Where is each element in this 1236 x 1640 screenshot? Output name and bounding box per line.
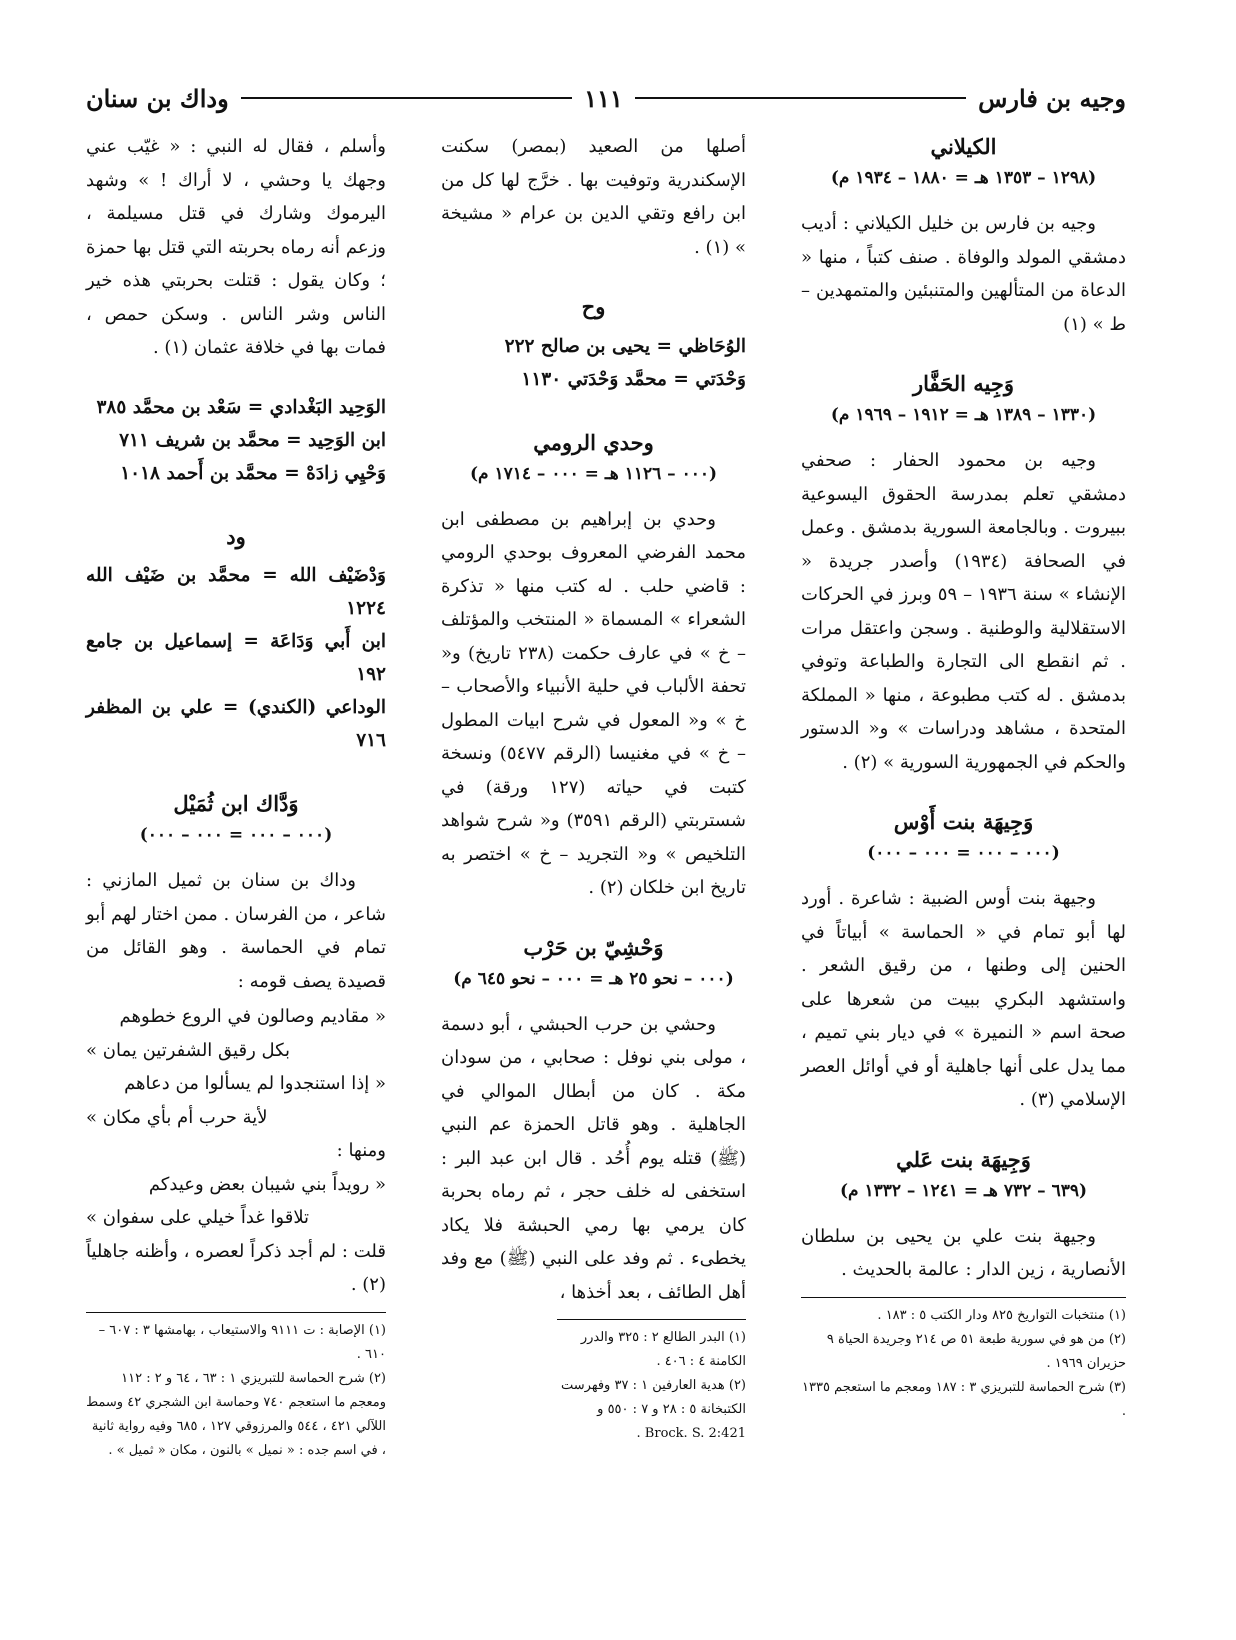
page-number: ١١١ — [584, 83, 623, 113]
verse-line: تلاقوا غداً خيلي على سفوان » — [86, 1207, 310, 1228]
entry — [441, 931, 746, 1310]
cross-reference: ابن أَبي وَدَاعَة = إسماعيل بن جامع ١٩٢ — [86, 631, 386, 685]
entry-title: وحدي الرومي — [533, 429, 654, 455]
continued-text: وأسلم ، فقال له النبي : « غيّب عني وجهك يا وحشي ، لا أراك ! » وشهد اليرموك وشارك في قتل مسيلمة ، وزعم أنه رماه بحربته التي قتل بها حمزة ؛ وكان يقول : قتلت بحربتي هذه خير الناس وشر الناس . وسكن حمص ، فمات بها في خلافة عثمان (١) . — [86, 136, 386, 358]
footnotes — [801, 1297, 1126, 1424]
entry-body: وجيهة بنت علي بن يحيى بن سلطان الأنصارية ، زين الدار : عالمة بالحديث . — [801, 1225, 1126, 1280]
entry-title: وَجِيهَة بنت أَوْس — [893, 809, 1034, 834]
cross-reference: وَحْدَتي = محمَّد وَحْدَتي ١١٣٠ — [521, 368, 746, 390]
entry-dates: (١٣٣٠ – ١٣٨٩ هـ = ١٩١٢ – ١٩٦٩ م) — [830, 405, 1097, 425]
verse-line: لأية حرب أم بأي مكان » — [86, 1106, 268, 1128]
footnote: (٢) هدية العارفين ١ : ٣٧ وفهرست الكتبخانة ٥ : ٢٨ و ٧ : ٥٥٠ و Brock. S. 2:421 . — [561, 1378, 746, 1441]
footnotes — [557, 1319, 746, 1446]
running-head-left: وداك بن سنان — [85, 83, 229, 113]
entry-body: وحدي بن إبراهيم بن مصطفى ابن محمد الفرضي المعروف بوحدي الرومي : قاضي حلب . له كتب منها « تذكرة الشعراء » المسماة « المنتخب والمؤتلف – خ » في عارف حكمت (٢٣٨ تاريخ) و« تحفة الألباب في حلية الأنبياء والأصحاب – خ » و« المعول في شرح ابيات المطول – خ » في مغنيسا (الرقم ٥٤٧٧) ونسخة كتبت في حياته (١٢٧ ورقة) في شستربتي (الرقم ٣٥٩١) و« شرح شواهد التلخيص » و« التجريد – خ » اختصر به تاريخ ابن خلكان (٢) . — [441, 508, 747, 898]
section-letter: وح — [581, 294, 606, 319]
cross-references — [86, 559, 386, 757]
cross-reference: وَدْضَيْف الله = محمَّد بن ضَيْف الله ١٢٢٤ — [86, 565, 386, 619]
entry-title: وَدَّاك ابن ثُمَيْل — [173, 791, 299, 816]
continued-text: أصلها من الصعيد (بمصر) سكنت الإسكندرية وتوفيت بها . خرَّج لها كل من ابن رافع وتقي الدين بن عرام « مشيخة » (١) . — [441, 136, 746, 258]
entry — [801, 1143, 1126, 1287]
entry — [801, 130, 1126, 341]
entry-body: وجيه بن فارس بن خليل الكيلاني : أديب دمشقي المولد والوفاة . صنف كتباً ، منها « الدعاة من المتألهين والمتنبئين والمتمهدين – ط » (١) — [801, 213, 1126, 335]
entry-dates: (٠٠٠ – نحو ٢٥ هـ = ٠٠٠ – نحو ٦٤٥ م) — [453, 968, 734, 989]
cross-references — [86, 391, 386, 490]
verse-line: بكل رقيق الشفرتين يمان » — [86, 1039, 291, 1061]
footnote: (٣) شرح الحماسة للتبريزي ٣ : ١٨٧ ومعجم ما استعجم ١٣٣٥ . — [802, 1379, 1126, 1419]
footnote: (١) منتخبات التواريخ ٨٢٥ ودار الكتب ٥ : ١٨٣ . — [877, 1307, 1126, 1323]
header-rule — [635, 97, 966, 99]
entry-title: وَجِيه الحَفَّار — [913, 371, 1014, 396]
entry-dates: (٦٣٩ – ٧٣٢ هـ = ١٢٤١ – ١٣٣٢ م) — [839, 1180, 1088, 1201]
column-right — [801, 130, 1126, 1620]
cross-references — [441, 330, 746, 396]
section-letter: ود — [226, 523, 246, 549]
running-head-right: وجيه بن فارس — [978, 83, 1126, 113]
column-left — [86, 130, 386, 1620]
entry-dates: (٠٠٠ – ٠٠٠ = ٠٠٠ – ٠٠٠) — [867, 843, 1060, 863]
entry — [801, 367, 1126, 779]
footnote: (٢) شرح الحماسة للتبريزي ١ : ٦٣ ، ٦٤ و ٢ : ١١٢ ومعجم ما استعجم ٧٤٠ وحماسة ابن الشجري ٤٢ وسمط اللآلي ٤٢١ ، ٥٤٤ والمرزوقي ١٢٧ ، ٦٨٥ وفيه رواية ثانية ، في اسم جده : « نميل » بالنون ، مكان « ثميل » . — [86, 1370, 386, 1458]
entry-title: الكيلاني — [930, 134, 997, 159]
footnote: (٢) من هو في سورية طبعة ٥١ ص ٢١٤ وجريدة الحياة ٩ حزيران ١٩٦٩ . — [826, 1331, 1126, 1371]
column-middle — [441, 130, 746, 1620]
entry — [86, 787, 386, 998]
footnotes — [86, 1312, 386, 1463]
cross-reference: الوَحِيد البَغْدادي = سَعْد بن محمَّد ٣٨٥ — [96, 396, 386, 418]
entry-title: وَجِيهَة بنت عَلي — [896, 1146, 1031, 1172]
entry — [441, 426, 746, 905]
entry — [801, 805, 1126, 1117]
verse-line: « مقاديم وصالون في الروع خطوهم — [119, 1006, 386, 1027]
closing-text: قلت : لم أجد ذكراً لعصره ، وأظنه جاهلياً (٢) . — [86, 1240, 386, 1295]
footnote: (١) البدر الطالع ٢ : ٣٢٥ والدرر الكامنة ٤ : ٤٠٦ . — [580, 1330, 746, 1369]
entry-body: وجيهة بنت أوس الضبية : شاعرة . أورد لها أبو تمام في « الحماسة » أبياتاً في الحنين إلى وطنها ، من رقيق الشعر . واستشهد البكري ببيت من شعرها على صحة اسم « النميرة » في ديار بني تميم ، مما يدل على أنها جاهلية أو في أوائل العصر الإسلامي (٣) . — [801, 888, 1126, 1110]
cross-reference: الوُحَاظي = يحيى بن صالح ٢٢٢ — [504, 335, 746, 357]
entry-dates: (٠٠٠ – ١١٢٦ هـ = ٠٠٠ – ١٧١٤ م) — [469, 463, 718, 484]
footnote: (١) الإصابة : ت ٩١١١ والاستيعاب ، بهامشها ٣ : ٦٠٧ – ٦١٠ . — [98, 1322, 386, 1362]
page-header — [86, 78, 1126, 118]
cross-reference: وَحْيِي زادَهْ = محمَّد بن أَحمد ١٠١٨ — [120, 462, 386, 484]
cross-reference: الوداعي (الكندي) = علي بن المظفر ٧١٦ — [86, 697, 386, 751]
verse-line: « رويداً بني شيبان بعض وعيدكم — [148, 1173, 386, 1195]
entry-dates: (١٢٩٨ – ١٣٥٣ هـ = ١٨٨٠ – ١٩٣٤ م) — [830, 168, 1097, 188]
entry-title: وَحْشِيّ بن حَرْب — [523, 934, 664, 960]
header-rule — [241, 97, 572, 99]
verse-line: « إذا استنجدوا لم يسألوا من دعاهم — [124, 1073, 386, 1094]
entry-dates: (٠٠٠ – ٠٠٠ = ٠٠٠ – ٠٠٠) — [139, 825, 333, 845]
entry-body: وداك بن سنان بن ثميل المازني : شاعر ، من الفرسان . ممن اختار لهم أبو تمام في الحماسة . وهو القائل من قصيدة يصف قومه : — [86, 870, 386, 992]
verse-line: ومنها : — [336, 1140, 386, 1161]
poem — [86, 1000, 386, 1235]
entry-body: وجيه بن محمود الحفار : صحفي دمشقي تعلم بمدرسة الحقوق اليسوعية ببيروت . وبالجامعة السورية بدمشق . وعمل في الصحافة (١٩٣٤) وأصدر جريدة « الإنشاء » سنة ١٩٣٦ – ٥٩ وبرز في الحركات الاستقلالية والوطنية . وسجن واعتقل مرات . ثم انقطع الى التجارة والطباعة وتوفي بدمشق . له كتب مطبوعة ، منها « المملكة المتحدة ، مشاهد ودراسات » و« الدستور والحكم في الجمهورية السورية » (٢) . — [801, 450, 1127, 773]
cross-reference: ابن الوَحِيد = محمَّد بن شريف ٧١١ — [119, 429, 386, 451]
entry-body: وحشي بن حرب الحبشي ، أبو دسمة ، مولى بني نوفل : صحابي ، من سودان مكة . كان من أبطال الموالي في الجاهلية . وهو قاتل الحمزة عم النبي (ﷺ) قتله يوم أُحُد . قال ابن عبد البر : استخفى له خلف حجر ، ثم رماه بحربة كان يرمي بها رمي الحبشة فلا يكاد يخطىء . ثم وفد على النبي (ﷺ) مع وفد أهل الطائف ، بعد أخذها ، — [441, 1013, 746, 1303]
